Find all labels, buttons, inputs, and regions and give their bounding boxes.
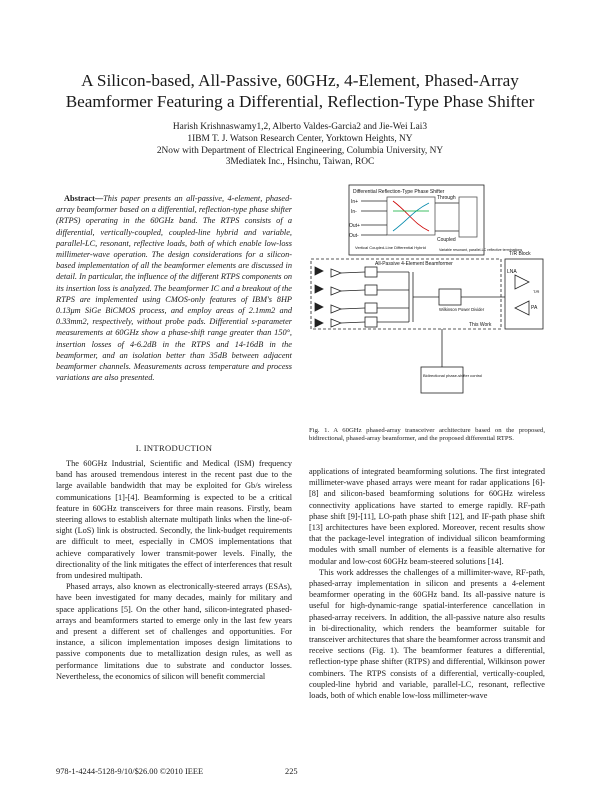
label-wilkinson: Wilkinson Power Divider <box>439 307 485 312</box>
label-tr: T/R <box>533 289 540 294</box>
label-coupled: Coupled <box>437 237 456 243</box>
figure-diagram <box>309 183 545 423</box>
author-list: Harish Krishnaswamy1,2, Alberto Valdes-Garcia2 and Jie-Wei Lai3 <box>172 122 428 132</box>
abstract <box>56 193 292 383</box>
label-out-plus: Out+ <box>349 223 360 229</box>
paragraph: The 60GHz Industrial, Scientific and Medical (ISM) frequency band has aroused tremendous interest in the recent past due to the large available bandwidth that may be exploited for Gb/s wireless communications [1]-[4]. Beamforming is expected to be a critical feature in 60GHz transceivers for three main reasons. Firstly, beam steering allows to establish alternate multipath links when the line-of-sight (LoS) link is obstructed. Secondly, the link-budget requirements are difficult to meet, especially in CMOS implementations that achieve comparatively lower transmit-power levels. Finally, the directionality of the link mitigates the effect of interferences that result from undesired multipath. <box>56 459 292 581</box>
label-lna: LNA <box>507 269 517 275</box>
label-out-minus: Out- <box>349 233 359 239</box>
label-hybrid: Vertical Coupled-Line Differential Hybrid <box>355 245 426 250</box>
paper-title <box>40 70 560 112</box>
figure-caption: Fig. 1. A 60GHz phased-array transceiver architecture based on the proposed, bidirectional, phased-array beamformer, and the proposed differential RTPS. <box>309 427 545 443</box>
page-number: 225 <box>285 767 298 776</box>
label-this-work: This Work <box>469 322 492 328</box>
paragraph: This work addresses the challenges of a millimiter-wave, RF-path, phased-array implementation in silicon and presents a 4-element beamformer operating in the 60GHz band. Its all-passive nature is useful for high-dynamic-range spatial-interference cancellation in phased-array receivers. In addition, the all-passive nature also results in bi-directionality, which renders the beamformer suitable for transceiver architectures that share the beamformer across transmit and receive sections (Fig. 1). The beamformer features a differential, reflection-type phase shifter (RTPS) and differential, Wilkinson power combiners. The RTPS consists of a differential, vertically-coupled, coupled-line hybrid and variable, parallel-LC, resonant, reflective loads, both of which enable low-loss millimeter-wave <box>309 567 545 701</box>
label-beamformer: All-Passive 4-Element Beamformer <box>375 261 453 267</box>
label-control: Bidirectional phase-shifter control <box>423 373 483 378</box>
footer-copyright: 978-1-4244-5128-9/10/$26.00 ©2010 IEEE <box>56 767 204 776</box>
author-block <box>40 122 560 169</box>
title-line-1: A Silicon-based, All-Passive, 60GHz, 4-Element, Phased-Array <box>81 71 519 90</box>
affiliation-1: 1IBM T. J. Watson Research Center, Yorktown Heights, NY <box>187 133 413 144</box>
section-heading: I. INTRODUCTION <box>135 443 213 453</box>
label-in-minus: In- <box>351 209 357 215</box>
abstract-lead: Abstract— <box>64 194 104 203</box>
label-through: Through <box>437 195 456 201</box>
figure-1 <box>309 183 545 423</box>
intro-left-column <box>56 458 292 682</box>
intro-right-column <box>309 466 545 701</box>
affiliation-2: 2Now with Department of Electrical Engineering, Columbia University, NY <box>156 145 444 156</box>
label-loads: Variable resonant, parallel-LC reflective terminations <box>439 248 523 252</box>
affiliation-3: 3Mediatek Inc., Hsinchu, Taiwan, ROC <box>225 157 375 168</box>
paragraph: Phased arrays, also known as electronically-steered arrays (ESAs), have been investigated for many decades, mainly for military and space applications [5]. On the other hand, silicon-integrated phased-arrays and beamformers started to emerge only in the last few years and present a different set of challenges and opportunities. For instance, a silicon implementation imposes design limitations to passive components due to metallization design rules, as well as performance limitations due to substrate and conductor losses. Nevertheless, the economics of silicon will benefit commercial <box>56 582 292 681</box>
paragraph: applications of integrated beamforming solutions. The first integrated millimeter-wave phased arrays were meant for radar applications [6]-[8] and silicon-based beamforming solutions for 60GHz wireless connectivity applications have started to emerge rapidly. RF-path phase shift [9]-[11], LO-path phase shift [12], and IF-path phase shift [13] architectures have been explored. Moreover, recent results show that the package-level integration of individual silicon beamforming modules with small number of elements is a feasible alternative for modular and low-cost 60GHz beam-steered solutions [14]. <box>309 467 545 566</box>
title-line-2: Beamformer Featuring a Differential, Reflection-Type Phase Shifter <box>65 92 535 111</box>
label-tr-block: T/R Block <box>509 251 531 257</box>
label-in-plus: In+ <box>351 199 359 205</box>
abstract-body: This paper presents an all-passive, 4-element, phased-array beamformer based on a differential, reflection-type phase shifter (RTPS) operating in the 60GHz band. The RTPS consists of a differential, vertically-coupled, coupled-line hybrid and variable, parallel-LC, resonant, reflective loads, both of which enable low-loss millimeter-wave operation. The design considerations for a silicon-based implementation of all the beamformer elements are discussed in detail. In particular, the influence of the different RTPS components on its insertion loss is analyzed. The beamformer IC and a breakout of the RTPS are implemented using CMOS-only features of IBM's 8HP 0.13μm SiGe BiCMOS process, and employ areas of 2.1mm2 and 0.33mm2, respectively, without probe pads. Differential s-parameter measurements at 60GHz show a phase-shift range greater than 150°, insertion losses of 4-6.2dB in the RTPS and 14-16dB in the beamformer, and an isolation better than 35dB between adjacent beamformer channels. Measurements across temperature and process variations are also presented. <box>56 194 292 383</box>
label-pa: PA <box>531 305 538 311</box>
rtps-title: Differential Reflection-Type Phase Shifter <box>353 189 445 195</box>
